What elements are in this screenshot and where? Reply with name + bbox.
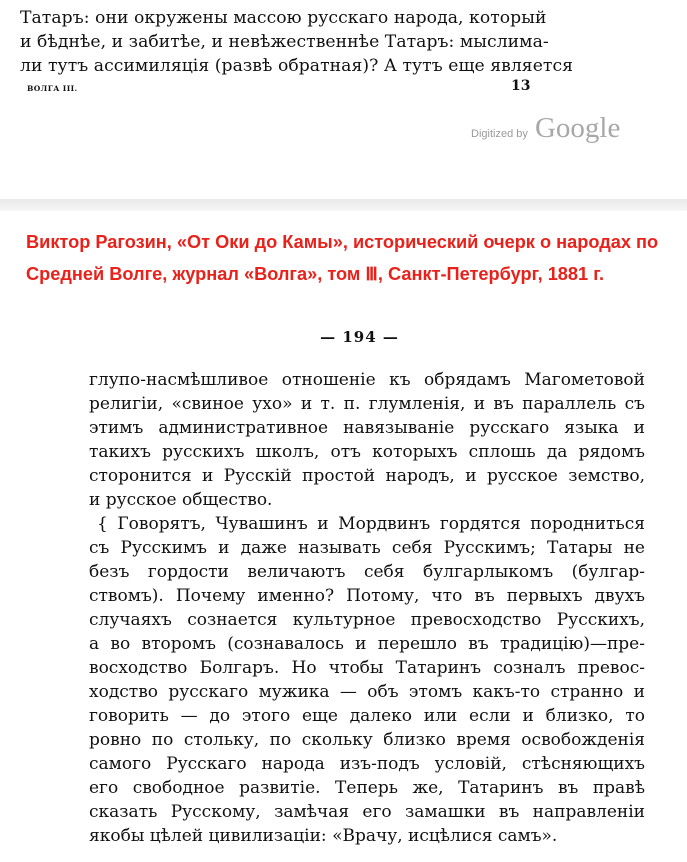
body-line: глупо-насмѣшливое отношеніе къ обрядамъ Магометовой [89,370,645,390]
body-line: его свободное развитіе. Теперь же, Татаринъ въ правѣ [89,778,645,798]
page-divider [0,199,687,211]
body-line: говорить — до этого еще далеко или если и близко, то [89,706,645,726]
body-line: восходство Болгаръ. Но чтобы Татаринъ созналъ превос- [89,658,645,678]
body-line: этимъ административное навязываніе русскаго языка и [89,418,645,438]
google-logo: Google [534,112,621,144]
body-line: самого Русскаго народа изъ-подъ условій, стѣсняющихъ [89,754,645,774]
watermark-prefix: Digitized by [471,128,528,140]
top-page-number: 13 [511,78,531,94]
previous-page-fragment [0,0,687,200]
body-line: сказать Русскому, замѣчая его замашки въ направленіи [89,802,645,822]
body-line: ходство русскаго мужика — объ этомъ какъ-то странно и [89,682,645,702]
body-line: религіи, «свиное ухо» и т. п. глумленія, и въ параллель съ [89,394,645,414]
signature-mark: ВОЛГА III. [27,84,78,93]
body-line: ствомъ). Почему именно? Потому, что въ первыхъ двухъ [89,586,645,606]
body-line: ровно по стольку, по скольку близко время освобожденія [89,730,645,750]
source-caption: Виктор Рагозин, «От Оки до Камы», исторический очерк о народах по Средней Волге, журнал «Волга», том Ⅲ, Санкт-Петербург, 1881 г. [26,232,659,284]
body-line: случаяхъ сознается культурное превосходство Русскихъ, [89,610,645,630]
page-number-text: — 194 — [320,328,399,346]
top-text-line: Татаръ: они окружены массою русскаго народа, который [20,8,547,28]
body-line: и русское общество. [89,490,273,510]
body-line: { Говорятъ, Чувашинъ и Мордвинъ гордятся породниться [97,514,645,534]
body-line: а во второмъ (сознавалось и перешло въ традицію)—пре- [89,634,645,654]
body-line: безъ гордости величаютъ себя булгарлыкомъ (булгар- [89,562,645,582]
body-line: сторонится и Русскій простой народъ, и русское земство, [89,466,645,486]
google-watermark [471,112,620,146]
top-text-line: и бѣднѣе, и забитѣе, и невѣжественнѣе Татаръ: мыслима- [20,32,549,52]
body-line: такихъ русскихъ школъ, отъ которыхъ сплошь да рядомъ [89,442,645,462]
body-line: съ Русскимъ и даже называть себя Русскимъ; Татары не [89,538,645,558]
page-number [0,328,687,346]
body-line: якобы цѣлей цивилизаціи: «Врачу, исцѣлися самъ». [89,826,558,846]
top-text-line: ли тутъ ассимиляція (развѣ обратная)? А тутъ еще является [20,56,574,76]
